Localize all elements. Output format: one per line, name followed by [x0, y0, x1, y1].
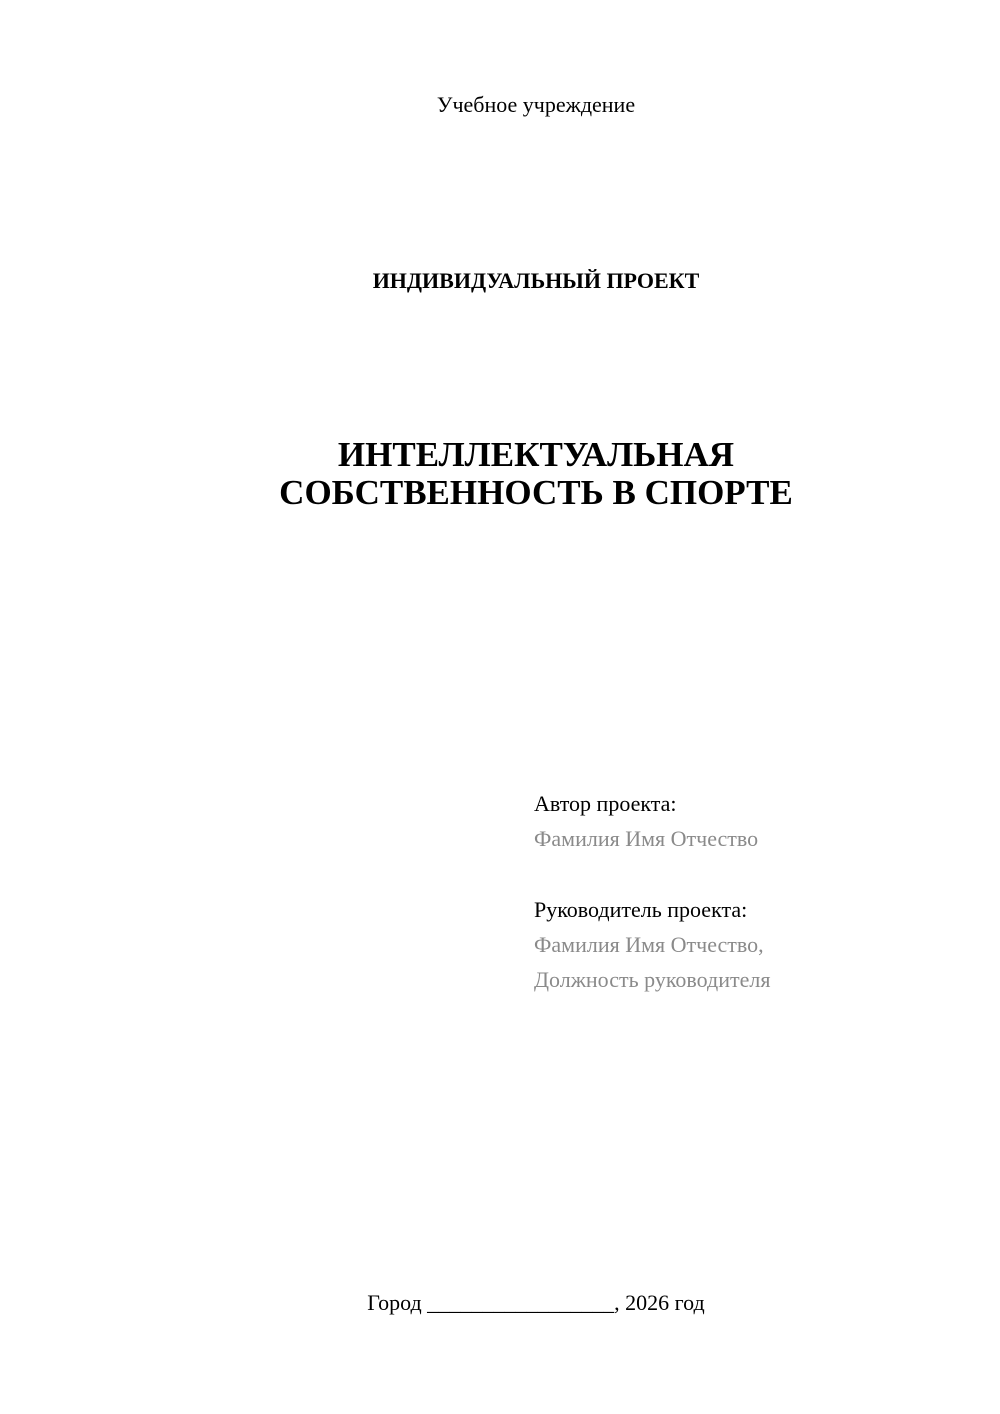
project-title-line-2: СОБСТВЕННОСТЬ В СПОРТЕ: [279, 473, 793, 512]
supervisor-label: Руководитель проекта:: [534, 897, 748, 922]
supervisor-position: Должность руководителя: [534, 967, 771, 992]
project-title: [0, 436, 1000, 512]
author-label: Автор проекта:: [534, 791, 677, 816]
project-title-line-1: ИНТЕЛЛЕКТУАЛЬНАЯ: [337, 435, 735, 474]
author-name: Фамилия Имя Отчество: [534, 826, 759, 851]
project-type-heading: ИНДИВИДУАЛЬНЫЙ ПРОЕКТ: [372, 268, 700, 293]
institution-name: Учебное учреждение: [436, 92, 636, 117]
city-year-footer: Город _________________, 2026 год: [367, 1290, 705, 1315]
author-block: [534, 786, 758, 856]
supervisor-block: [534, 892, 770, 997]
supervisor-name: Фамилия Имя Отчество,: [534, 932, 764, 957]
